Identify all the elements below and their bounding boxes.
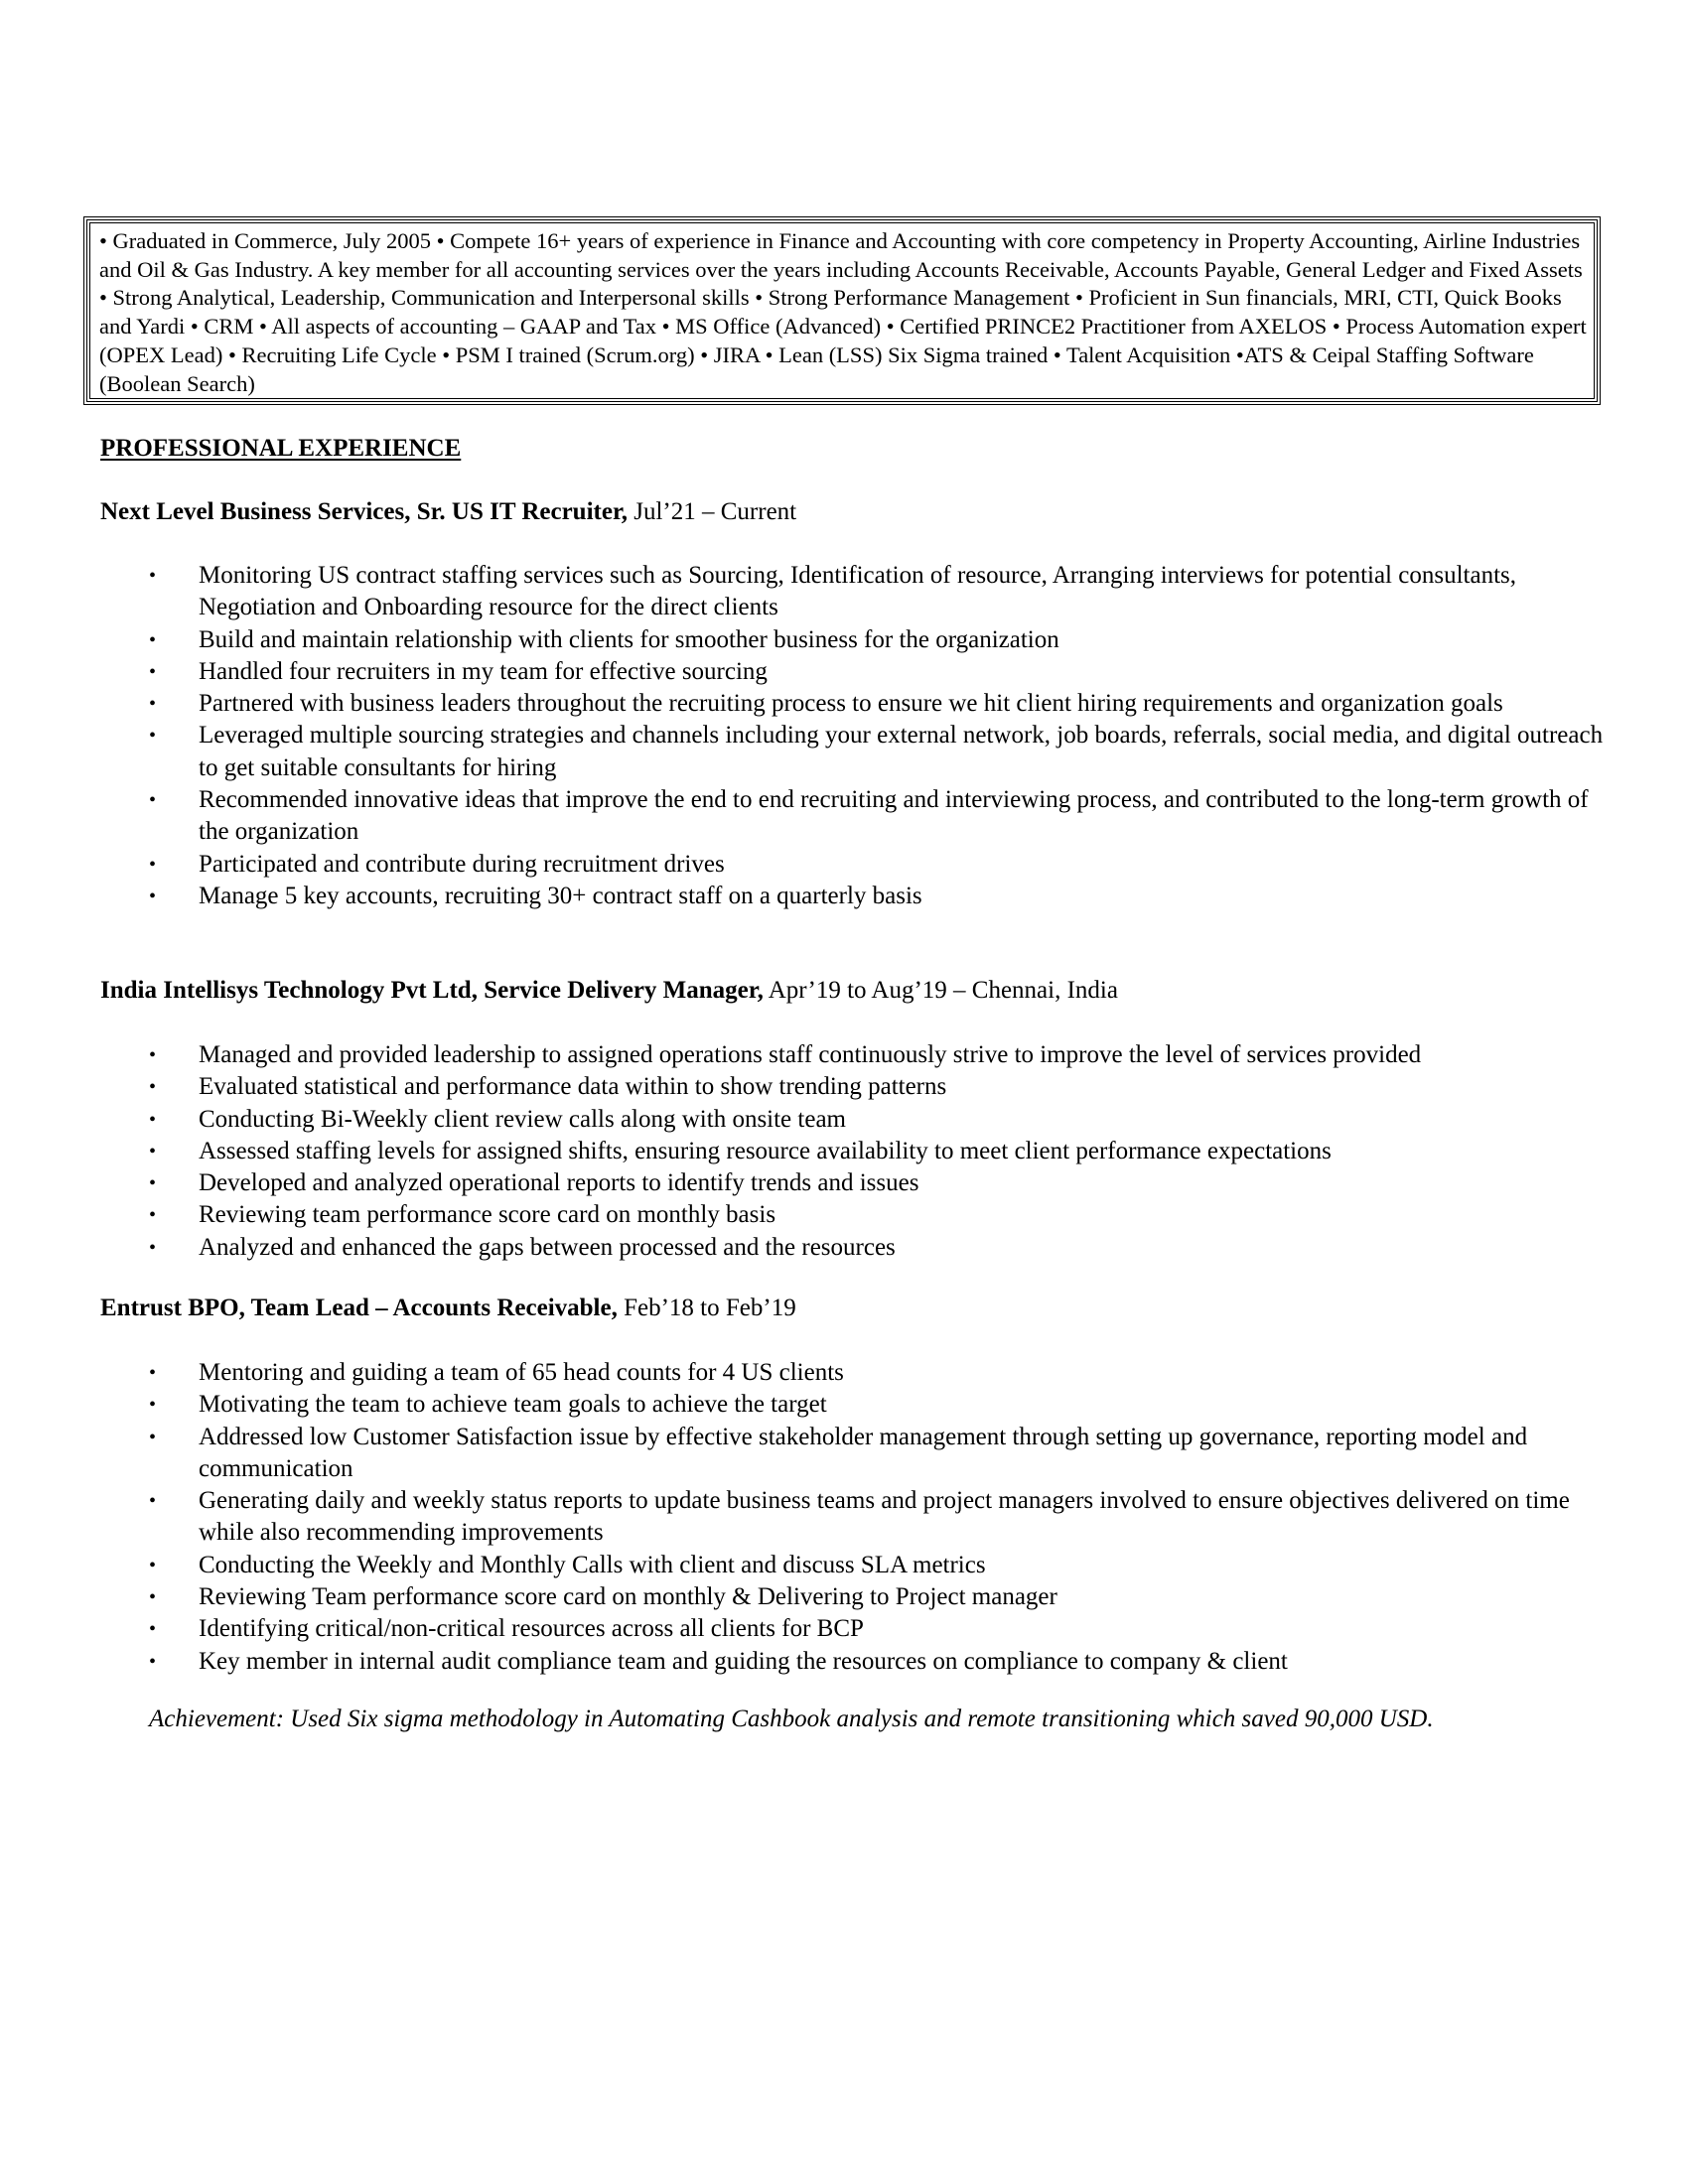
bullet-icon: • <box>149 1362 157 1384</box>
bullet-icon: • <box>149 1586 157 1609</box>
bullet-list <box>100 1039 1610 1264</box>
list-item: • Analyzed and enhanced the gaps between processed and the resources <box>100 1232 1610 1264</box>
bullet-list <box>100 1357 1610 1678</box>
bullet-icon: • <box>149 1490 157 1513</box>
bullet-icon: • <box>149 628 157 651</box>
bullet-icon: • <box>149 1554 157 1576</box>
list-item: • Conducting Bi-Weekly client review calls along with onsite team <box>100 1104 1610 1136</box>
list-item: • Motivating the team to achieve team goals to achieve the target <box>100 1389 1610 1421</box>
bullet-icon: • <box>149 1236 157 1259</box>
bullet-icon: • <box>149 1076 157 1099</box>
bullet-icon: • <box>149 1426 157 1448</box>
section-title-professional-experience: PROFESSIONAL EXPERIENCE <box>100 435 462 462</box>
job-header <box>100 498 796 526</box>
bullet-icon: • <box>149 725 157 748</box>
list-item: • Participated and contribute during recruitment drives <box>100 849 1610 881</box>
list-item: • Developed and analyzed operational reports to identify trends and issues <box>100 1167 1610 1199</box>
bullet-icon: • <box>149 565 157 587</box>
list-item: • Assessed staffing levels for assigned shifts, ensuring resource availability to meet client performance expectations <box>100 1136 1610 1167</box>
achievement-note: Achievement: Used Six sigma methodology in Automating Cashbook analysis and remote transitioning which saved 90,000 USD. <box>149 1706 1434 1732</box>
bullet-icon: • <box>149 660 157 683</box>
bullet-icon: • <box>149 1394 157 1417</box>
bullet-icon: • <box>149 1618 157 1641</box>
job-dates: Jul’21 – Current <box>628 498 797 525</box>
list-item: • Handled four recruiters in my team for effective sourcing <box>100 656 1610 688</box>
bullet-icon: • <box>149 789 157 812</box>
list-item: • Managed and provided leadership to assigned operations staff continuously strive to improve the level of services provided <box>100 1039 1610 1071</box>
list-item: • Conducting the Weekly and Monthly Calls with client and discuss SLA metrics <box>100 1550 1610 1581</box>
bullet-icon: • <box>149 1172 157 1195</box>
bullet-icon: • <box>149 1140 157 1162</box>
bullet-icon: • <box>149 1108 157 1131</box>
job-title: India Intellisys Technology Pvt Ltd, Service Delivery Manager, <box>100 977 764 1004</box>
list-item: • Recommended innovative ideas that improve the end to end recruiting and interviewing process, and contributed to the long-term growth of the organization <box>149 786 1589 846</box>
job-dates: Feb’18 to Feb’19 <box>617 1295 796 1321</box>
summary-text: • Graduated in Commerce, July 2005 • Compete 16+ years of experience in Finance and Accounting with core competency in Property Accounting, Airline Industries and Oil & Gas Industry. A key member for all accounting services over the years including Accounts Receivable, Accounts Payable, General Ledger and Fixed Assets • Strong Analytical, Leadership, Communication and Interpersonal skills • Strong Performance Management • Proficient in Sun financials, MRI, CTI, Quick Books and Yardi • CRM • All aspects of accounting – GAAP and Tax • MS Office (Advanced) • Certified PRINCE2 Practitioner from AXELOS • Process Automation expert (OPEX Lead) • Recruiting Life Cycle • PSM I trained (Scrum.org) • JIRA • Lean (LSS) Six Sigma trained • Talent Acquisition •ATS & Ceipal Staffing Software (Boolean Search) <box>99 228 1587 396</box>
list-item: • Key member in internal audit compliance team and guiding the resources on compliance to company & client <box>100 1646 1610 1678</box>
list-item: • Reviewing team performance score card on monthly basis <box>100 1199 1610 1231</box>
job-dates: Apr’19 to Aug’19 – Chennai, India <box>763 977 1118 1004</box>
list-item: • Generating daily and weekly status reports to update business teams and project managers involved to ensure objectives delivered on time while also recommending improvements <box>149 1487 1570 1547</box>
list-item: • Evaluated statistical and performance data within to show trending patterns <box>100 1071 1610 1103</box>
bullet-icon: • <box>149 1044 157 1066</box>
bullet-icon: • <box>149 853 157 876</box>
job-title: Next Level Business Services, Sr. US IT Recruiter, <box>100 498 628 525</box>
job-header <box>100 977 1118 1005</box>
bullet-icon: • <box>149 693 157 716</box>
summary-box <box>83 216 1601 405</box>
bullet-icon: • <box>149 885 157 907</box>
list-item: • Addressed low Customer Satisfaction issue by effective stakeholder management through setting up governance, reporting model and communication <box>149 1423 1528 1482</box>
list-item: • Reviewing Team performance score card on monthly & Delivering to Project manager <box>100 1581 1610 1613</box>
bullet-icon: • <box>149 1650 157 1673</box>
list-item: • Mentoring and guiding a team of 65 head counts for 4 US clients <box>100 1357 1610 1389</box>
list-item: • Manage 5 key accounts, recruiting 30+ contract staff on a quarterly basis <box>100 881 1610 912</box>
list-item: • Partnered with business leaders throughout the recruiting process to ensure we hit client hiring requirements and organization goals <box>100 688 1610 720</box>
job-title: Entrust BPO, Team Lead – Accounts Receivable, <box>100 1295 618 1321</box>
bullet-list <box>100 560 1610 912</box>
bullet-icon: • <box>149 1204 157 1227</box>
list-item: • Leveraged multiple sourcing strategies and channels including your external network, job boards, referrals, social media, and digital outreach to get suitable consultants for hiring <box>149 722 1604 781</box>
job-header <box>100 1295 796 1322</box>
list-item: • Build and maintain relationship with clients for smoother business for the organization <box>100 624 1610 656</box>
list-item: • Identifying critical/non-critical resources across all clients for BCP <box>100 1613 1610 1645</box>
list-item: • Monitoring US contract staffing services such as Sourcing, Identification of resource, Arranging interviews for potential consultants, Negotiation and Onboarding resource for the direct clients <box>149 562 1516 621</box>
